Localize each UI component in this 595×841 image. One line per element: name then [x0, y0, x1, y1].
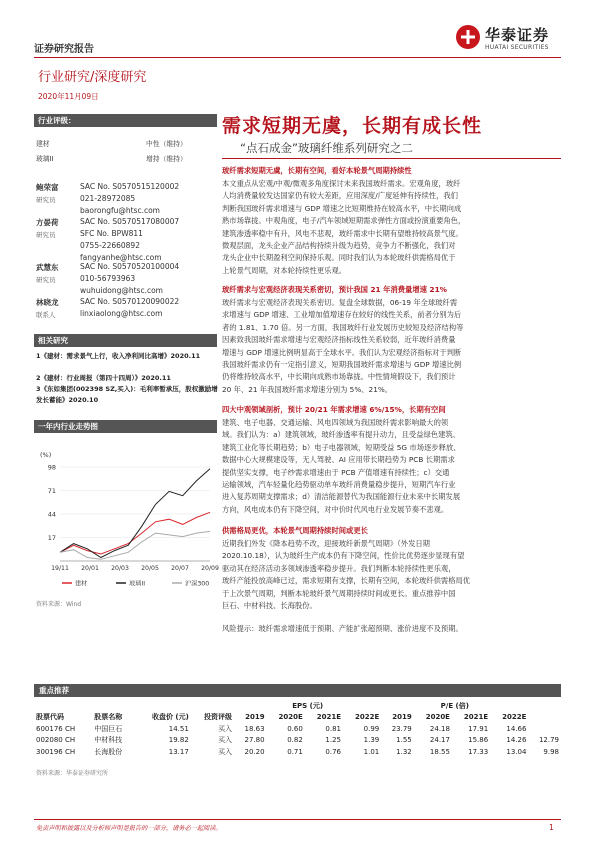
text-line: 提供坚实支撑，电子纱需求增速由于 PCB 产值增速有持续性；c）交通 [222, 467, 450, 477]
report-title: 需求短期无虞，长期有成长性 [222, 115, 483, 137]
col-header: 2019 [245, 713, 265, 722]
section-body [222, 178, 561, 277]
value-cell: 24.18 [429, 724, 450, 733]
analyst-role: 联系人 [36, 311, 56, 319]
title-divider [222, 158, 561, 159]
table-row [34, 746, 561, 758]
analyst-sac: SAC No. S0570520100004 [80, 262, 180, 271]
rating-value: 增持（维持） [146, 155, 187, 163]
legend-label: 建材 [75, 580, 88, 588]
text-line: 方向，风电成本仍有下降空间，对中价时代风电行业发展节奏不悲观。 [222, 504, 449, 514]
section-body [222, 538, 561, 612]
y-tick-label: 98 [47, 463, 56, 472]
value-cell: 13.04 [506, 747, 527, 756]
text-line: 近期我们外发《降本趋势不改，迎接玻纤新景气周期》（外发日期 [222, 539, 430, 548]
analyst-email[interactable]: linxiaolong@htsc.com [80, 309, 163, 318]
value-cell: 14.26 [506, 736, 527, 745]
value-cell: 买入 [218, 724, 233, 733]
analyst-email[interactable]: fangyanhe@htsc.com [80, 253, 162, 262]
value-cell: 19.82 [168, 736, 189, 745]
value-cell: 买入 [218, 747, 233, 756]
stock-name-cell: 中材科技 [94, 736, 123, 745]
legend-label: 沪深300 [185, 580, 210, 588]
analyst-phone: 010-56793963 [80, 274, 136, 283]
analyst-role: 研究员 [36, 276, 56, 284]
section-heading: 供需格局更优，本轮景气周期持续时间或更长 [222, 526, 368, 535]
value-cell: 0.71 [287, 747, 303, 756]
stock-name-cell: 长海股份 [94, 747, 123, 756]
industry-trend-chart [34, 443, 217, 593]
value-cell: 1.25 [325, 736, 342, 745]
x-tick-label: 19/11 [51, 565, 69, 572]
section-body [222, 417, 561, 516]
text-line: 2020.10.18），认为玻纤生产成本仍有下降空间，性价比优势逐步显现有望 [222, 551, 465, 561]
text-line: 建筑渗透率稳中有升，风电不悲观，玻纤需求中长期有望维持较高景气度。 [222, 228, 463, 238]
value-cell: 12.79 [538, 736, 559, 745]
analyst-name: 鲍荣富 [36, 183, 59, 192]
text-line: 玻纤需求与宏观经济表现关系密切。复盘全球数据，06-19 年全球玻纤需 [222, 298, 458, 307]
text-line: 本文重点从宏观/中观/微观多角度探讨未来我国玻纤需求。宏观角度，玻纤 [222, 179, 461, 188]
analyst-name: 方晏荷 [36, 218, 59, 227]
value-cell: 1.01 [363, 747, 380, 756]
section-body [222, 297, 561, 396]
text-line: 因素致我国玻纤需求增速与宏观经济指标线性关系较弱，近年玻纤消费量 [222, 335, 456, 345]
text-line: 上轮景气周期，对本轮持续性更乐观。 [222, 265, 347, 275]
footer-divider [34, 819, 561, 820]
text-line: 于上次景气周期，判断本轮玻纤景气周期持续时间或更长。重点推荐中国 [222, 588, 456, 598]
text-line: 数据中心大规模建设等，无人驾驶、AI 应用带长期趋势为 PCB 长期需求 [222, 455, 455, 465]
value-cell: 23.79 [391, 724, 412, 733]
analyst-role: 研究员 [36, 231, 56, 239]
x-tick-label: 20/07 [171, 565, 189, 572]
text-line: 域。我们认为：a）建筑领域，玻纤渗透率有提升动力，且受益绿色建筑、 [222, 430, 460, 440]
text-line: 运输领域，汽车轻量化趋势驱动单车玻纤消费量稳步提升，短期汽车行业 [222, 480, 456, 490]
analyst-sac: SAC No. S0570517080007 [80, 217, 180, 226]
analyst-role: 研究员 [36, 196, 56, 204]
y-tick-label: 71 [47, 487, 56, 495]
stock-name-cell: 中国巨石 [94, 724, 123, 733]
value-cell: 24.17 [429, 736, 450, 745]
table-row [34, 723, 561, 735]
text-line: 建筑工业化等长期趋势；b）电子电器领域，短期受益 5G 市场逐步释放、 [222, 442, 461, 452]
col-header: 股票代码 [36, 713, 64, 722]
logo-name-cn: 华泰证券 [485, 26, 550, 44]
table-header-row [34, 712, 561, 724]
rating-row [36, 153, 216, 163]
analyst-sac: SAC No. S0570120090022 [80, 297, 180, 306]
report-subtitle: “点石成金”玻璃纤维系列研究之二 [240, 141, 413, 155]
header-divider [34, 57, 561, 58]
text-line: 我国玻纤需求仍有一定指引意义，短期我国玻纤需求增速与 GDP 增速比例 [222, 360, 462, 370]
value-cell: 14.51 [168, 724, 189, 733]
text-line: 玻纤产能投放高峰已过，需求短期有支撑，长期有空间，本轮玻纤供需格局优 [222, 576, 471, 586]
text-line: 龙头企业中长期盈利空间保持乐观。同时我们认为本轮玻纤供需格局优于 [222, 253, 456, 263]
pe-group-header: P/E (倍) [440, 701, 469, 710]
text-line: 者的 1.81、1.70 倍。另一方面，我国玻纤行业发展历史较短及经济结构等 [222, 322, 464, 332]
section-heading: 玻纤需求短期无虞，长期有空间，看好本轮景气周期持续性 [222, 166, 412, 175]
chart-section-title: 一年内行业走势图 [34, 420, 217, 433]
table-row [34, 735, 561, 747]
text-line: 熟市场靠拢。中观角度，电子/汽车领域短期需求弹性方面或扮演重要角色， [222, 216, 466, 226]
value-cell: 1.55 [396, 736, 412, 745]
report-category: 行业研究/深度研究 [38, 70, 147, 85]
stock-code-cell: 002080 CH [36, 736, 76, 745]
legend-label: 玻璃II [129, 580, 146, 588]
text-line: 求增速与 GDP 增速、工业增加值增速存在较好的线性关系，前者分别为后 [222, 310, 462, 320]
page-number: 1 [549, 823, 554, 832]
series-line-建材 [60, 512, 210, 554]
analyst-email[interactable]: baorongfu@htsc.com [80, 206, 160, 215]
value-cell: 1.39 [363, 736, 380, 745]
value-cell: 17.91 [468, 724, 489, 733]
rating-value: 中性（维持） [146, 140, 187, 148]
value-cell: 13.17 [168, 747, 189, 756]
value-cell: 1.32 [396, 747, 412, 756]
col-header: 收盘价 (元) [151, 713, 189, 722]
x-tick-label: 20/09 [201, 565, 219, 572]
related-report-link[interactable]: 2《建材：行业周报（第四十四周）》2020.11 [36, 374, 171, 382]
text-line: 进入复苏周期支撑需求；d）清洁能源替代为我国能源行业未来中长期发展 [222, 492, 461, 502]
col-header: 2020E [278, 713, 303, 722]
y-tick-label: 44 [47, 510, 56, 519]
col-header: 2019 [392, 713, 412, 722]
stock-code-cell: 300196 CH [36, 747, 76, 756]
table-group-header [34, 700, 561, 712]
text-line: 建筑、电子电器、交通运输、风电四领域为我国玻纤需求影响最大的领 [222, 418, 449, 427]
col-header: 投资评级 [204, 713, 233, 722]
rating-section-title: 行业评级： [34, 114, 217, 127]
value-cell: 17.33 [468, 747, 489, 756]
huatai-logo-mark-icon [455, 24, 481, 50]
col-header: 2021E [463, 713, 489, 722]
eps-group-header: EPS (元) [292, 701, 324, 710]
x-tick-label: 20/03 [111, 565, 129, 572]
text-line: 仍将维持较高水平，中长期向成熟市场靠拢。中性情境假设下，我们预计 [222, 372, 456, 382]
analyst-phone: 0755-22660892 [80, 241, 140, 250]
value-cell: 0.81 [325, 724, 342, 733]
rating-sector: 玻璃II [36, 155, 54, 163]
analyst-phone: 021-28972085 [80, 194, 136, 203]
stock-code-cell: 600176 CH [36, 724, 76, 733]
related-section-title: 相关研究 [34, 334, 217, 347]
value-cell: 27.80 [244, 736, 265, 745]
rating-row [36, 138, 216, 148]
analyst-name: 林晓龙 [36, 298, 59, 307]
related-report-link[interactable]: 1《建材：需求景气上行，收入净利同比高增》2020.11 [36, 352, 201, 360]
col-header: 2021E [316, 713, 342, 722]
recommendations-table [34, 700, 561, 758]
rating-sector: 建材 [36, 140, 50, 148]
value-cell: 18.63 [244, 724, 265, 733]
value-cell: 18.55 [429, 747, 450, 756]
series-line-玻璃II [60, 469, 210, 558]
value-cell: 0.99 [363, 724, 380, 733]
analyst-sac: SAC No. S0570515120002 [80, 182, 180, 191]
value-cell: 14.66 [506, 724, 527, 733]
value-cell: 0.82 [287, 736, 303, 745]
text-line: 驱动其在经济活动多领域渗透率稳步提升。我们判断本轮持续性更乐观， [222, 563, 456, 573]
section-heading: 玻纤需求与宏观经济表现关系密切，预计我国 21 年消费量增速 21% [222, 285, 447, 294]
value-cell: 0.60 [287, 724, 303, 733]
related-report-link[interactable]: 3《东如集团(002398 SZ,买入)：毛利率暂承压，股权激励增发长蓄能》2020.10 [36, 385, 218, 404]
report-date: 2020年11月09日 [38, 92, 99, 101]
text-line: 人均消费量较发达国家仍有较大差距，应用深度/广度延伸有持续性，我们 [222, 191, 458, 201]
value-cell: 0.76 [325, 747, 342, 756]
table-source: 资料来源：华泰证券研究所 [36, 770, 109, 777]
col-header: 2022E [502, 713, 527, 722]
huatai-logo [455, 22, 565, 58]
value-cell: 20.20 [244, 747, 265, 756]
value-cell: 9.98 [543, 747, 559, 756]
value-cell: 15.86 [468, 736, 489, 745]
recommendations-title: 重点推荐 [34, 684, 561, 697]
x-tick-label: 20/05 [141, 565, 159, 572]
y-axis-unit: (%) [40, 451, 52, 459]
text-line: 微观层面，龙头企业产品结构持续升级为趋势，竞争力不断强化，我们对 [222, 241, 456, 251]
col-header: 股票名称 [94, 713, 123, 722]
text-line: 增速与 GDP 增速比例明显高于全球水平。我们认为宏观经济指标对于判断 [222, 347, 462, 357]
section-heading: 四大中观领域剖析，预计 20/21 年需求增速 6%/15%，长期有空间 [222, 405, 446, 414]
text-line: 20 年、21 年我国玻纤需求增速分别为 5%、21%。 [222, 384, 393, 394]
col-header: 2022E [354, 713, 380, 722]
footer-disclaimer: 免责声明和披露以及分析师声明是报告的一部分，请务必一起阅读。 [36, 825, 222, 832]
col-header: 2020E [425, 713, 450, 722]
analyst-sfc: SFC No. BPW811 [80, 229, 143, 238]
value-cell: 买入 [218, 736, 233, 745]
analyst-card [36, 297, 216, 327]
report-type-label: 证券研究报告 [34, 44, 94, 55]
analyst-name: 武慧东 [36, 263, 59, 272]
text-line: 判断我国玻纤需求增速与 GDP 增速之比短期维持在较高水平，中长期向成 [222, 203, 462, 213]
risk-warning: 风险提示：玻纤需求增速低于预期、产能扩张超预期、涨价进度不及预期。 [222, 624, 463, 633]
y-tick-label: 17 [47, 534, 56, 542]
logo-name-en: HUATAI SECURITIES [485, 44, 549, 51]
analyst-email[interactable]: wuhuidong@htsc.com [80, 286, 163, 295]
x-tick-label: 20/01 [81, 565, 99, 572]
text-line: 巨石、中材科技、长海股份。 [222, 601, 317, 611]
chart-source: 资料来源：Wind [36, 601, 82, 608]
